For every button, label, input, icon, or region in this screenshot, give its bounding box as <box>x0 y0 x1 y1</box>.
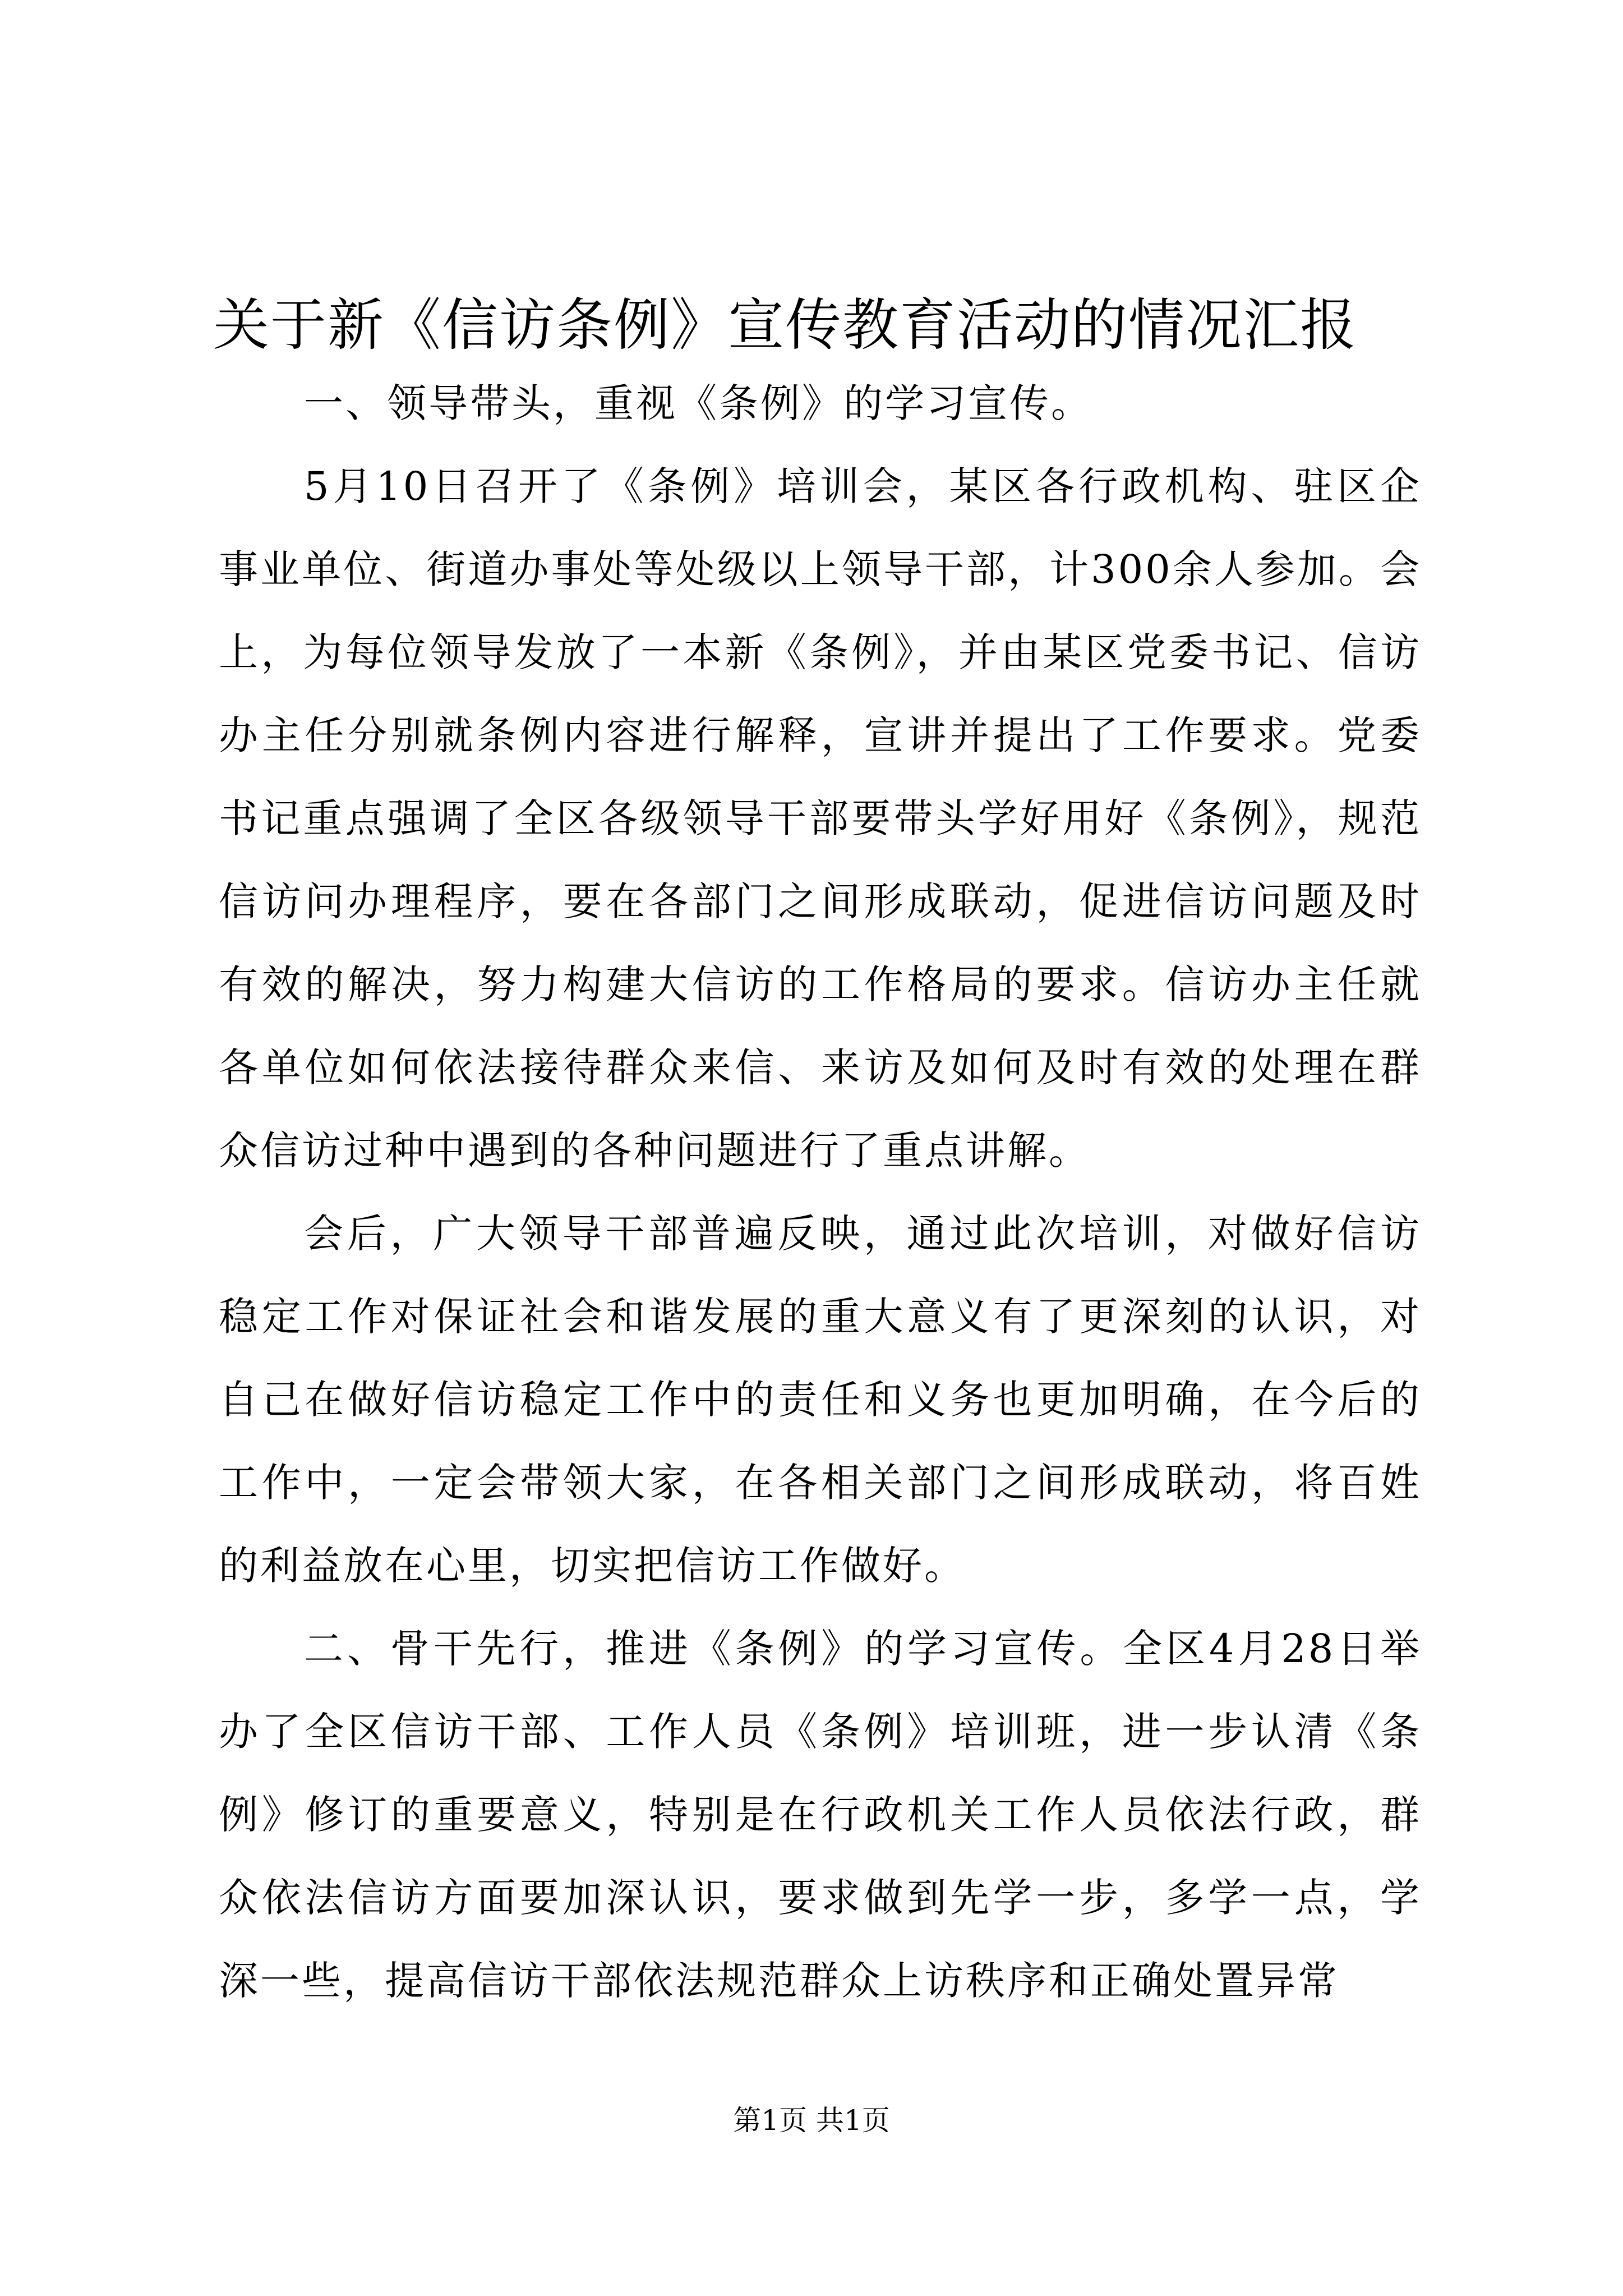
body-paragraph-1: 一、领导带头，重视《条例》的学习宣传。 <box>304 380 1092 426</box>
body-paragraph-3: 会后，广大领导干部普遍反映，通过此次培训，对做好信访稳定工作对保证社会和谐发展的重大意义有了更深刻的认识，对自己在做好信访稳定工作中的责任和义务也更加明确，在今后的工作中，一定会带领大家，在各相关部门之间形成联动，将百姓的利益放在心里，切实把信访工作做好。 <box>219 1211 1422 1589</box>
body-paragraph-4: 二、骨干先行，推进《条例》的学习宣传。全区4月28日举办了全区信访干部、工作人员《条例》培训班，进一步认清《条例》修订的重要意义，特别是在行政机关工作人员依法行政，群众依法信访方面要加深认识，要求做到先学一步，多学一点，学深一些，提高信访干部依法规范群众上访秩序和正确处置异常 <box>219 1626 1422 2004</box>
body-paragraph-2: 5月10日召开了《条例》培训会，某区各行政机构、驻区企事业单位、街道办事处等处级以上领导干部，计300余人参加。会上，为每位领导发放了一本新《条例》，并由某区党委书记、信访办主任分别就条例内容进行解释，宣讲并提出了工作要求。党委书记重点强调了全区各级领导干部要带头学好用好《条例》，规范信访问办理程序，要在各部门之间形成联动，促进信访问题及时有效的解决，努力构建大信访的工作格局的要求。信访办主任就各单位如何依法接待群众来信、来访及如何及时有效的处理在群众信访过种中遇到的各种问题进行了重点讲解。 <box>219 463 1422 1174</box>
page-footer: 第1页 共1页 <box>733 2104 890 2137</box>
document-body <box>219 362 1422 2022</box>
document-title: 关于新《信访条例》宣传教育活动的情况汇报 <box>213 292 1357 358</box>
